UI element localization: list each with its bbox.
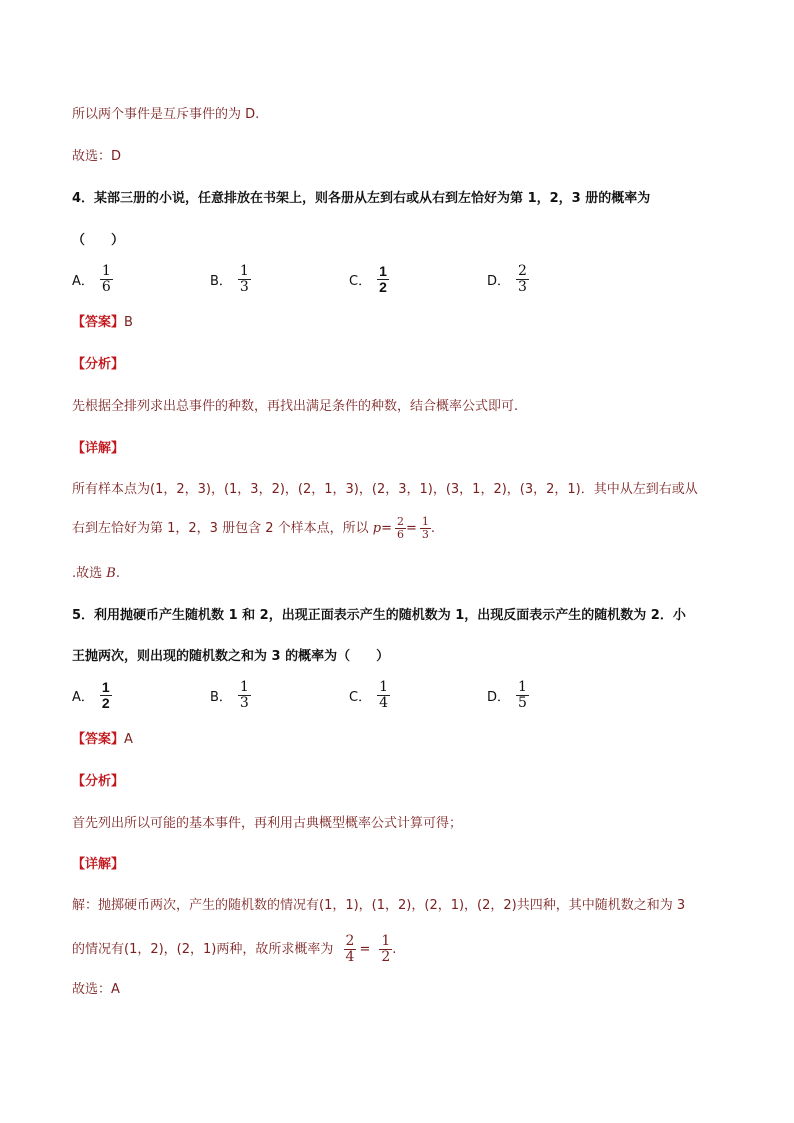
option-label: D． xyxy=(487,690,511,705)
q5-answer xyxy=(72,731,133,749)
frac-num: 1 xyxy=(239,679,249,695)
q4-choice xyxy=(72,565,120,583)
equals-sign: = xyxy=(405,521,417,536)
q4-option-a xyxy=(72,264,113,295)
q4-analysis: 先根据全排列求出总事件的种数，再找出满足条件的种数，结合概率公式即可. xyxy=(72,399,519,414)
q4-detail-tag: 【详解】 xyxy=(72,441,125,456)
q5-option-a xyxy=(72,680,112,711)
q5-option-c xyxy=(349,680,390,711)
frac-den: 3 xyxy=(518,279,527,295)
choice-end: . xyxy=(115,566,120,581)
frac-den: 2 xyxy=(101,695,110,711)
q5-stem-line1: 5．利用抛硬币产生随机数 1 和 2，出现正面表示产生的随机数为 1，出现反面表示产生的随机数为 2．小 xyxy=(72,608,686,623)
q4-option-c xyxy=(349,264,389,295)
q4-stem: 4．某部三册的小说，任意排放在书架上，则各册从左到右或从右到左恰好为第 1，2，3 册的概率为 xyxy=(72,191,651,206)
frac-den: 6 xyxy=(101,279,111,295)
answer-value: B xyxy=(124,315,133,330)
frac-num: 2 xyxy=(345,933,355,949)
variable-p: p xyxy=(372,521,382,536)
option-label: B． xyxy=(210,274,232,289)
frac-num: 1 xyxy=(239,263,249,279)
frac-den: 6 xyxy=(396,528,404,541)
frac-den: 2 xyxy=(381,949,391,965)
option-fraction xyxy=(100,264,113,295)
option-label: A． xyxy=(72,690,94,705)
detail-text: 右到左恰好为第 1，2，3 册包含 2 个样本点，所以 xyxy=(72,521,373,536)
option-label: B． xyxy=(210,690,232,705)
frac-num: 1 xyxy=(379,679,388,695)
prev-conclusion: 所以两个事件是互斥事件的为 D. xyxy=(72,107,260,122)
frac-num: 1 xyxy=(518,679,527,695)
equals-sign: = xyxy=(381,521,392,536)
equals-sign: = xyxy=(359,942,371,957)
frac-den: 3 xyxy=(239,279,249,295)
frac-num: 1 xyxy=(101,679,110,695)
q5-option-d xyxy=(487,680,529,711)
q5-analysis: 首先列出所以可能的基本事件，再利用古典概型概率公式计算可得； xyxy=(72,816,463,831)
option-fraction xyxy=(238,264,251,295)
q4-option-b xyxy=(210,264,251,295)
frac-den: 4 xyxy=(345,949,355,965)
q4-detail-line1: 所有样本点为(1，2，3)，(1，3，2)，(2，1，3)，(2，3，1)，(3，1，2)，(3，2，1)．其中从左到右或从 xyxy=(72,482,698,497)
frac-num: 1 xyxy=(421,515,429,528)
answer-value: A xyxy=(124,732,133,747)
detail-end: . xyxy=(430,521,436,536)
option-label: C． xyxy=(349,690,372,705)
q5-choice: 故选：A xyxy=(72,982,120,997)
q5-option-b xyxy=(210,680,251,711)
frac-den: 3 xyxy=(239,695,249,711)
fraction xyxy=(420,516,431,541)
fraction xyxy=(395,516,406,541)
frac-den: 3 xyxy=(421,528,429,541)
option-fraction xyxy=(377,264,389,295)
choice-prefix: .故选 xyxy=(72,566,107,581)
prev-choice: 故选：D xyxy=(72,149,122,164)
detail-text: 的情况有(1，2)，(2，1)两种，故所求概率为 xyxy=(72,942,338,957)
q5-detail-line2 xyxy=(72,934,396,965)
q4-detail-line2 xyxy=(72,516,435,541)
q4-option-d xyxy=(487,264,529,295)
frac-den: 4 xyxy=(379,695,388,711)
q4-paren: （ ） xyxy=(72,233,125,248)
q5-detail-tag: 【详解】 xyxy=(72,857,125,872)
option-label: A． xyxy=(72,274,94,289)
q5-detail-line1: 解：抛掷硬币两次，产生的随机数的情况有(1，1)，(1，2)，(2，1)，(2，2)共四种，其中随机数之和为 3 xyxy=(72,898,686,913)
option-fraction xyxy=(100,680,112,711)
frac-num: 1 xyxy=(379,263,387,279)
frac-num: 2 xyxy=(396,515,404,528)
q4-answer xyxy=(72,314,133,332)
q5-stem-line2: 王抛两次，则出现的随机数之和为 3 的概率为（ ） xyxy=(72,649,390,664)
frac-den: 2 xyxy=(379,279,387,295)
frac-num: 1 xyxy=(101,263,111,279)
fraction xyxy=(344,934,357,965)
option-fraction xyxy=(516,680,529,711)
option-fraction xyxy=(377,680,390,711)
detail-end: . xyxy=(392,942,397,957)
frac-den: 5 xyxy=(518,695,527,711)
frac-num: 1 xyxy=(381,933,391,949)
choice-letter: B xyxy=(106,566,116,581)
option-fraction xyxy=(516,264,529,295)
option-fraction xyxy=(238,680,251,711)
frac-num: 2 xyxy=(518,263,527,279)
q4-analysis-tag: 【分析】 xyxy=(72,357,125,372)
option-label: C． xyxy=(349,274,372,289)
answer-tag: 【答案】 xyxy=(72,315,125,330)
option-label: D． xyxy=(487,274,511,289)
q5-analysis-tag: 【分析】 xyxy=(72,774,125,789)
answer-tag: 【答案】 xyxy=(72,732,125,747)
fraction xyxy=(379,934,392,965)
